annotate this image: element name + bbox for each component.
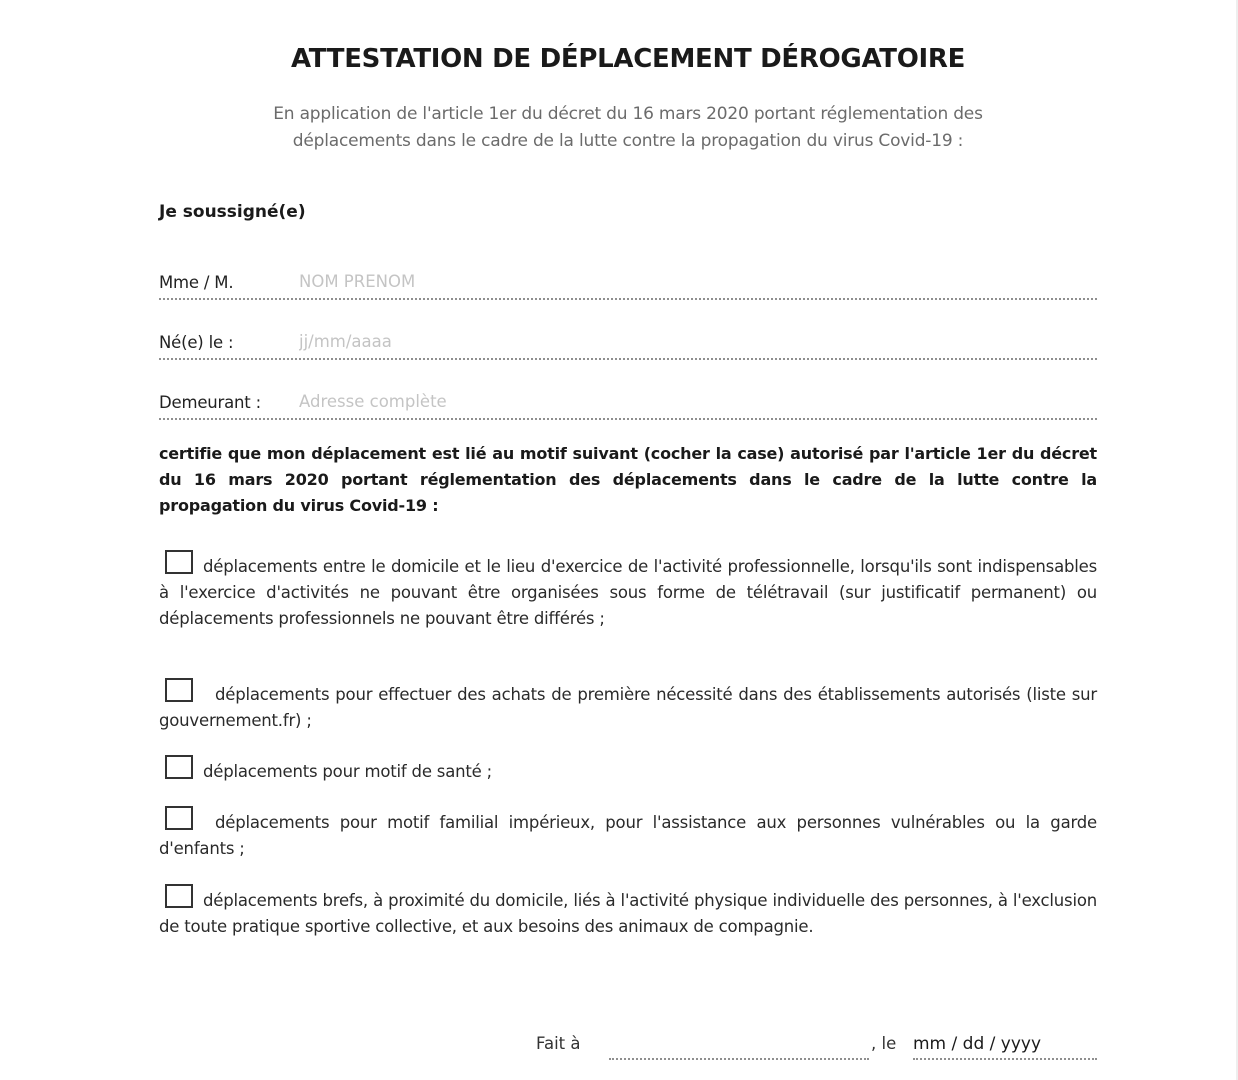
intro-heading: Je soussigné(e) xyxy=(159,202,306,222)
document-title: ATTESTATION DE DÉPLACEMENT DÉROGATOIRE xyxy=(290,44,966,74)
subtitle-line-2: déplacements dans le cadre de la lutte contre la propagation du virus Covid-19 : xyxy=(292,131,964,151)
le-label: , le xyxy=(871,1034,897,1053)
name-input[interactable] xyxy=(299,268,1089,294)
signature-footer xyxy=(159,1030,1097,1064)
option-exercise xyxy=(159,884,1097,940)
option-exercise-text: déplacements brefs, à proximité du domicile, liés à l'activité physique individuelle des personnes, à l'exclusion de toute pratique sportive collective, et aux besoins des animaux de compagnie. xyxy=(159,891,1097,936)
checkbox-exercise[interactable] xyxy=(165,884,193,908)
option-family-text: déplacements pour motif familial impérieux, pour l'assistance aux personnes vulnérables ou la garde d'enfants ; xyxy=(159,813,1097,858)
address-input[interactable] xyxy=(299,388,1089,414)
birthdate-label: Né(e) le : xyxy=(159,333,234,352)
address-field-row xyxy=(159,378,1097,420)
subtitle-line-1: En application de l'article 1er du décret du 16 mars 2020 portant réglementation des xyxy=(273,104,983,124)
place-input[interactable] xyxy=(609,1030,869,1060)
option-family xyxy=(159,806,1097,862)
checkbox-family[interactable] xyxy=(165,806,193,830)
option-shopping xyxy=(159,678,1097,734)
checkbox-health[interactable] xyxy=(165,755,193,779)
document-subtitle xyxy=(0,101,1238,155)
option-professional xyxy=(159,550,1097,632)
date-input[interactable] xyxy=(913,1030,1097,1060)
address-label: Demeurant : xyxy=(159,393,261,412)
name-field-row xyxy=(159,258,1097,300)
fait-a-label: Fait à xyxy=(536,1034,581,1053)
certify-statement: certifie que mon déplacement est lié au motif suivant (cocher la case) autorisé par l'article 1er du décret du 16 mars 2020 portant réglementation des déplacements dans le cadre de la lutte contre la propagation du virus Covid-19 : xyxy=(159,444,1097,515)
option-shopping-text: déplacements pour effectuer des achats de première nécessité dans des établissements autorisés (liste sur gouvernement.fr) ; xyxy=(159,685,1097,730)
option-professional-text: déplacements entre le domicile et le lieu d'exercice de l'activité professionnelle, lorsqu'ils sont indispensables à l'exercice d'activités ne pouvant être organisées sous forme de télétravail (sur justificatif permanent) ou déplacements professionnels ne pouvant être différés ; xyxy=(159,557,1097,628)
checkbox-shopping[interactable] xyxy=(165,678,193,702)
birthdate-field-row xyxy=(159,318,1097,360)
name-label: Mme / M. xyxy=(159,273,234,292)
birthdate-input[interactable] xyxy=(299,328,1089,354)
option-health xyxy=(159,755,1097,785)
checkbox-professional[interactable] xyxy=(165,550,193,574)
option-health-text: déplacements pour motif de santé ; xyxy=(203,762,492,781)
